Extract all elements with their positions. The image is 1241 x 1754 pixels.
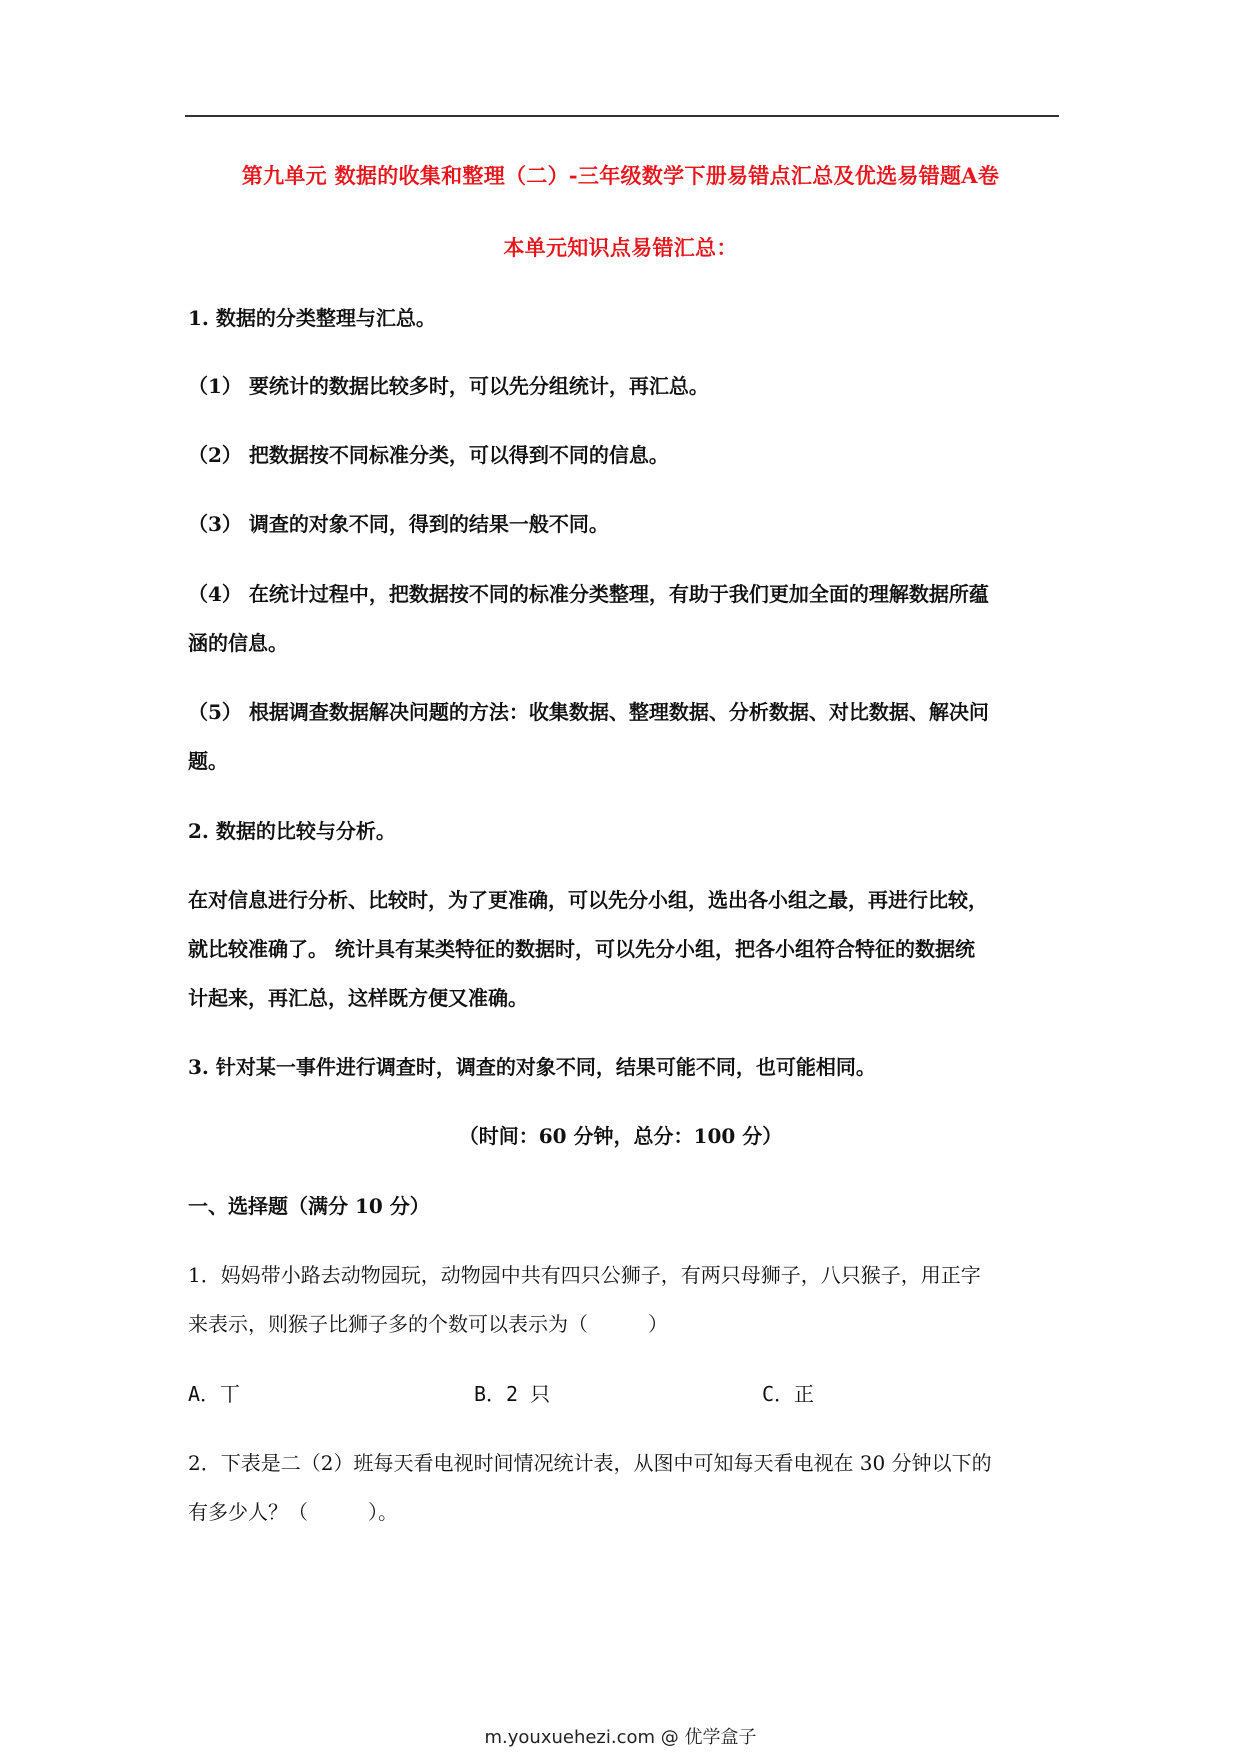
point-1-item-1: （1） 要统计的数据比较多时，可以先分组统计，再汇总。 — [188, 374, 709, 398]
point-2-line-3: 计起来，再汇总，这样既方便又准确。 — [188, 986, 528, 1010]
question-1-line-2: 来表示，则猴子比狮子多的个数可以表示为（ ） — [188, 1312, 668, 1336]
time-info: （时间：60 分钟，总分：100 分） — [458, 1124, 783, 1148]
question-2-line-2: 有多少人？（ ）。 — [188, 1500, 398, 1524]
point-1-item-5-line-1: （5） 根据调查数据解决问题的方法：收集数据、整理数据、分析数据、对比数据、解决问 — [188, 700, 989, 724]
summary-heading: 本单元知识点易错汇总： — [503, 235, 738, 260]
point-1-item-5-line-2: 题。 — [188, 749, 228, 773]
question-2-line-1: 2．下表是二（2）班每天看电视时间情况统计表，从图中可知每天看电视在 30 分钟以下的 — [188, 1451, 992, 1475]
point-2-line-2: 就比较准确了。 统计具有某类特征的数据时，可以先分小组，把各小组符合特征的数据统 — [188, 937, 975, 961]
point-2-heading: 2. 数据的比较与分析。 — [188, 819, 396, 843]
section-1-heading: 一、选择题（满分 10 分） — [188, 1194, 430, 1218]
question-1-option-a: A．丅 — [188, 1382, 241, 1406]
question-1-line-1: 1．妈妈带小路去动物园玩，动物园中共有四只公狮子，有两只母狮子，八只猴子，用正字 — [188, 1263, 981, 1287]
point-1-item-4-line-2: 涵的信息。 — [188, 631, 288, 655]
point-1-heading: 1. 数据的分类整理与汇总。 — [188, 306, 436, 330]
point-1-item-2: （2） 把数据按不同标准分类，可以得到不同的信息。 — [188, 443, 669, 467]
point-1-item-4-line-1: （4） 在统计过程中，把数据按不同的标准分类整理，有助于我们更加全面的理解数据所蕴 — [188, 582, 989, 606]
footer-watermark: m.youxuehezi.com @ 优学盒子 — [484, 1727, 757, 1748]
question-1-option-c: C．正 — [762, 1382, 815, 1406]
document-title: 第九单元 数据的收集和整理（二）-三年级数学下册易错点汇总及优选易错题A卷 — [241, 163, 1000, 188]
question-1-option-b: B．2 只 — [474, 1382, 551, 1406]
point-2-line-1: 在对信息进行分析、比较时，为了更准确，可以先分小组，选出各小组之最，再进行比较， — [188, 888, 988, 912]
point-3: 3. 针对某一事件进行调查时，调查的对象不同，结果可能不同，也可能相同。 — [188, 1055, 876, 1079]
header-rule — [185, 115, 1059, 117]
point-1-item-3: （3） 调查的对象不同，得到的结果一般不同。 — [188, 512, 609, 536]
